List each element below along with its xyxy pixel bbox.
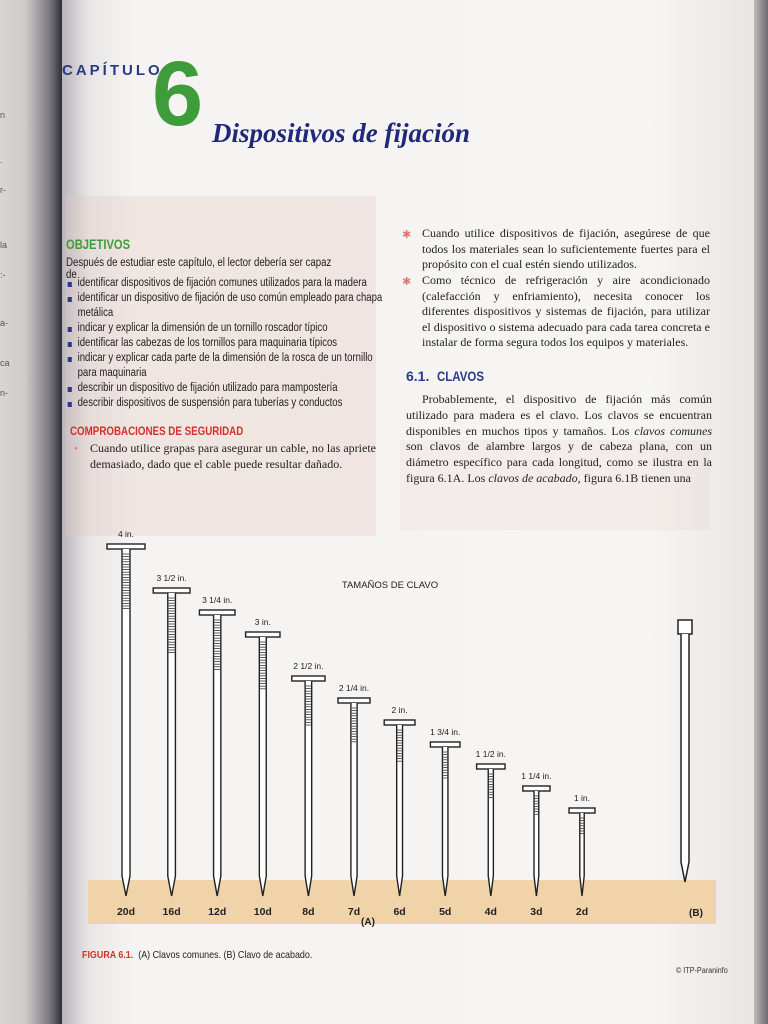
star-bullet-icon: ✱ bbox=[402, 276, 412, 288]
nail-length-label: 1 in. bbox=[573, 793, 591, 803]
nail-head bbox=[153, 588, 190, 593]
objective-item: indicar y explicar cada parte de la dimensión de la rosca de un tornillo para maquinaria bbox=[66, 351, 386, 381]
nail-head bbox=[477, 764, 505, 769]
objective-item: identificar dispositivos de fijación comunes utilizados para la madera bbox=[66, 276, 371, 291]
nail-size-label: 12d bbox=[208, 906, 227, 918]
star-bullet-icon: • bbox=[74, 443, 78, 455]
nail-size-label: 4d bbox=[484, 906, 497, 918]
nail-head bbox=[107, 544, 145, 549]
objective-item: describir dispositivos de suspensión para tuberías y conductos bbox=[66, 396, 371, 411]
safety-heading: COMPROBACIONES DE SEGURIDAD bbox=[70, 426, 244, 438]
nail-shank bbox=[305, 681, 312, 896]
nail-head bbox=[199, 610, 235, 615]
nail-length-label: 3 in. bbox=[254, 617, 271, 627]
figure-title: TAMAÑOS DE CLAVO bbox=[341, 580, 439, 591]
group-b-label: (B) bbox=[689, 908, 703, 919]
nail-length-label: 3 1/2 in. bbox=[156, 573, 187, 583]
nail-size-label: 16d bbox=[162, 906, 181, 918]
nail-length-label: 2 in. bbox=[391, 705, 408, 715]
chapter-label: CAPÍTULO bbox=[62, 62, 163, 79]
objective-item: describir un dispositivo de fijación utilizado para mampostería bbox=[66, 381, 371, 396]
nail-head bbox=[338, 698, 370, 703]
nail-head bbox=[246, 632, 280, 637]
finishing-nail bbox=[678, 620, 692, 882]
emphasis-common-nails: clavos comunes bbox=[634, 423, 712, 438]
nail-size-label: 8d bbox=[302, 906, 315, 918]
copyright: © ITP-Paraninfo bbox=[676, 966, 728, 975]
nail-length-label: 3 1/4 in. bbox=[202, 595, 233, 605]
chapter-title: Dispositivos de fijación bbox=[212, 118, 470, 148]
finishing-nail-head bbox=[678, 620, 692, 634]
group-a-label: (A) bbox=[361, 917, 375, 928]
nail-shank bbox=[214, 615, 221, 896]
objectives-intro: Después de estudiar este capítulo, el lector debería ser capaz de bbox=[66, 257, 332, 281]
finishing-nail-shank bbox=[681, 634, 689, 882]
star-bullet-icon: ✱ bbox=[402, 229, 412, 241]
nail-shank bbox=[488, 769, 493, 896]
nail-head bbox=[569, 808, 595, 813]
safety-item: Como técnico de refrigeración y aire acondicionado (calefacción y enfriamiento), necesita conocer los diferentes dispositivos y sistemas de fijación, para utilizar el dispositivo o sistema adecuado para cada tarea concreta e instalar de forma segura todos los equipos y materiales. bbox=[422, 273, 710, 350]
chapter-number: 6 bbox=[152, 43, 204, 145]
nail-length-label: 1 1/2 in. bbox=[475, 749, 506, 759]
section-title: CLAVOS bbox=[437, 368, 485, 384]
objective-item: identificar un dispositivo de fijación de uso común empleado para chapa metálica bbox=[66, 291, 386, 321]
objectives-heading: OBJETIVOS bbox=[66, 236, 131, 252]
nail-size-label: 7d bbox=[347, 906, 361, 918]
nail-shank bbox=[168, 593, 176, 896]
nail-shank bbox=[351, 703, 357, 896]
nail-length-label: 1 1/4 in. bbox=[521, 771, 552, 781]
nail-size-label: 2d bbox=[575, 906, 589, 918]
nail-size-label: 6d bbox=[393, 906, 406, 918]
nail-head bbox=[430, 742, 460, 747]
nail-length-label: 2 1/2 in. bbox=[293, 661, 324, 671]
objective-item: indicar y explicar la dimensión de un tornillo roscador típico bbox=[66, 321, 371, 336]
nail-head bbox=[292, 676, 325, 681]
nail-head bbox=[523, 786, 550, 791]
figure-caption bbox=[82, 949, 312, 961]
nail-length-label: 4 in. bbox=[117, 529, 135, 539]
caption-text: (A) Clavos comunes. (B) Clavo de acabado. bbox=[138, 949, 313, 961]
paragraph-text: Probablemente, el dispositivo de fijación más común utilizado para madera es el clavo. Los clavos se encuentran disponibles en muchos tipos y tamaños. Los bbox=[406, 392, 712, 438]
objective-item: identificar las cabezas de los tornillos para maquinaria típicos bbox=[66, 336, 371, 351]
nail-size-label: 5d bbox=[439, 906, 452, 918]
safety-item: Cuando utilice dispositivos de fijación, asegúrese de que todos los materiales sean lo suficientemente fuertes para el propósito con el cual estén siendo utilizados. bbox=[422, 226, 710, 272]
paragraph-text: , figura 6.1B tienen una bbox=[577, 470, 691, 485]
paragraph-text: son clavos de alambre largos y de cabeza plana, con un diámetro específico para cada longitud, como se ilustra en la figura 6.1A. Los bbox=[406, 439, 712, 485]
nail-size-label: 3d bbox=[530, 906, 543, 918]
emphasis-finishing-nails: clavos de acabado bbox=[488, 470, 578, 485]
left-page-edge: n . r- la :- a- ca n- bbox=[0, 0, 62, 1024]
nail-shank bbox=[442, 747, 447, 896]
nail-length-label: 1 3/4 in. bbox=[430, 727, 461, 737]
safety-item: Cuando utilice grapas para asegurar un cable, no las apriete demasiado, dado que el cable puede resultar dañado. bbox=[90, 441, 376, 471]
section-number: 6.1. bbox=[406, 368, 430, 384]
nail-size-label: 20d bbox=[116, 906, 136, 918]
caption-label: FIGURA 6.1. bbox=[82, 949, 134, 961]
nail-head bbox=[384, 720, 415, 725]
nail-size-label: 10d bbox=[253, 906, 272, 918]
nail-length-label: 2 1/4 in. bbox=[338, 683, 370, 693]
